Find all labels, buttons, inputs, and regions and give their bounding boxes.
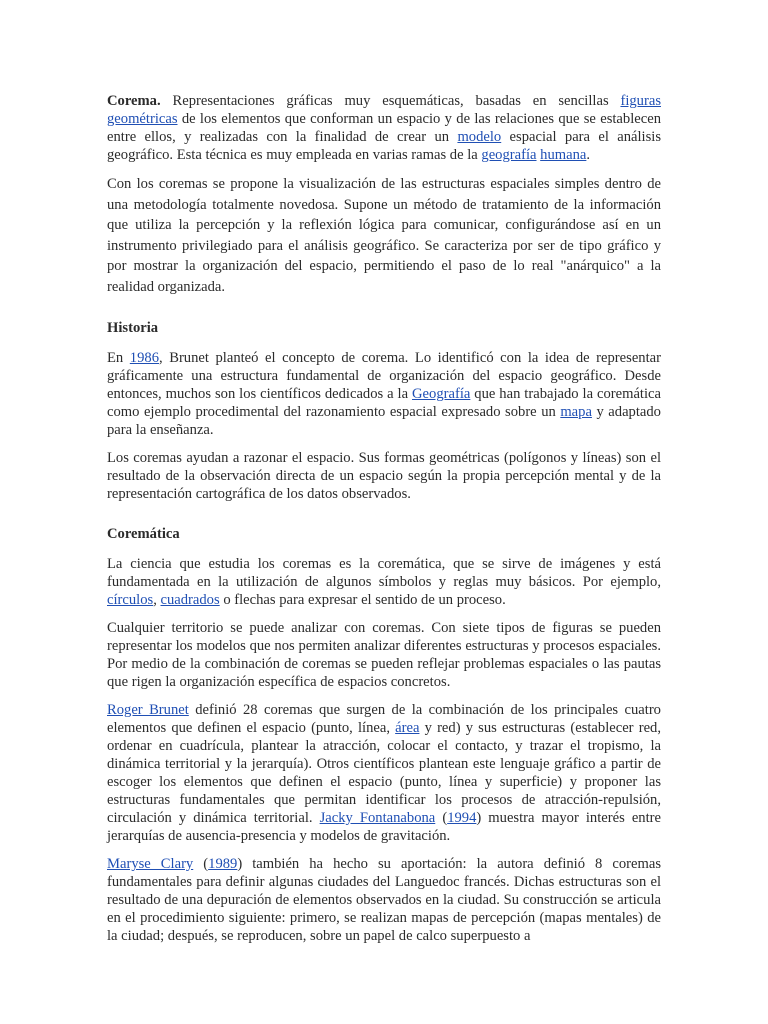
- text-run: (: [193, 856, 209, 872]
- term-corema: Corema.: [107, 93, 161, 109]
- text-run: , Brunet planteó el concepto de corema. Lo identificó con la idea de representar gráficamente una estructura fundamental de organización del espacio geográfico. Desde entonces, muchos son los científicos dedicados a la: [107, 350, 661, 402]
- link-geografia-historia[interactable]: Geografía: [412, 386, 471, 402]
- text-run: ,: [153, 592, 161, 608]
- text-run: En: [107, 350, 130, 366]
- link-1986[interactable]: 1986: [129, 350, 159, 366]
- paragraph-historia: [107, 349, 661, 439]
- text-run: definió 28 coremas que surgen de la combinación de los principales cuatro elementos que definen el espacio (punto, línea,: [107, 702, 661, 736]
- link-geografia[interactable]: geografía: [481, 147, 537, 163]
- paragraph-clary: [107, 855, 661, 945]
- paragraph-razonar: Los coremas ayudan a razonar el espacio. Sus formas geométricas (polígonos y líneas) son el resultado de la observación directa de un espacio según la propia percepción mental y de la representación cartográfica de los datos observados.: [107, 450, 661, 502]
- link-jacky-fontanabona[interactable]: Jacky Fontanabona: [319, 810, 436, 826]
- text-run: .: [586, 147, 591, 163]
- link-roger-brunet[interactable]: Roger Brunet: [107, 702, 189, 718]
- link-1994[interactable]: 1994: [447, 810, 477, 826]
- link-cuadrados[interactable]: cuadrados: [160, 592, 220, 608]
- paragraph-territorio: Cualquier territorio se puede analizar con coremas. Con siete tipos de figuras se pueden representar los modelos que nos permiten analizar diferentes estructuras y procesos espaciales. Por medio de la combinación de coremas se pueden reflejar problemas espaciales o las pautas que rigen la organización específica de espacios concretos.: [107, 620, 661, 690]
- text-run: de los elementos que conforman un espacio y de las relaciones que se establecen entre ellos, y realizadas con la finalidad de crear un: [107, 111, 661, 145]
- heading-corematica: Coremática: [107, 526, 180, 542]
- text-run: que han trabajado la coremática como ejemplo procedimental del razonamiento espacial expresado sobre un: [107, 386, 661, 420]
- text-run: y adaptado para la enseñanza.: [107, 404, 661, 438]
- text-run: espacial para el análisis geográfico. Esta técnica es muy empleada en varias ramas de la: [107, 129, 662, 163]
- text-run: ) también ha hecho su aportación: la autora definió 8 coremas fundamentales para definir algunas ciudades del Languedoc francés. Dichas estructuras son el resultado de una depuración de elementos observados en la ciudad. Su construcción se articula en el procedimiento siguiente: primero, se realizan mapas de percepción (mapas mentales) de la ciudad; después, se reproducen, sobre un papel de calco superpuesto a: [107, 856, 662, 944]
- link-figuras-geometricas[interactable]: figuras geométricas: [107, 93, 661, 127]
- link-maryse-clary[interactable]: Maryse Clary: [107, 856, 194, 872]
- document-body: [107, 92, 661, 955]
- link-humana[interactable]: humana: [540, 147, 587, 163]
- link-mapa[interactable]: mapa: [560, 404, 592, 420]
- link-area[interactable]: área: [395, 720, 420, 736]
- paragraph-brunet: [107, 701, 661, 845]
- paragraph-definition: [107, 92, 661, 164]
- text-run: (: [435, 810, 448, 826]
- heading-historia: Historia: [107, 320, 159, 336]
- paragraph-visualizacion: Con los coremas se propone la visualización de las estructuras espaciales simples dentro de una metodología totalmente novedosa. Supone un método de tratamiento de la información que utiliza la percepción y la reflexión lógica para comunicar, configurándose así en un instrumento privilegiado para el análisis geográfico. Se caracteriza por ser de tipo gráfico y por mostrar la organización del espacio, permitiendo el paso de lo real "anárquico" a la realidad organizada.: [107, 176, 661, 295]
- link-1989[interactable]: 1989: [208, 856, 238, 872]
- text-run: ) muestra mayor interés entre jerarquías de ausencia-presencia y modelos de gravitación.: [107, 810, 661, 844]
- text-run: o flechas para expresar el sentido de un proceso.: [219, 592, 506, 608]
- link-circulos[interactable]: círculos: [107, 592, 154, 608]
- link-modelo[interactable]: modelo: [457, 129, 502, 145]
- paragraph-ciencia: [107, 555, 661, 609]
- text-run: y red) y sus estructuras (establecer red, ordenar en cuadrícula, plantear la atracción, colocar el contacto, y trazar el tropismo, la dinámica territorial y la jerarquía). Otros científicos plantean este lenguaje gráfico a partir de escoger los elementos que definen el espacio (punto, línea y superficie) y proponer las estructuras fundamentales que permitan identificar los procesos de atracción-repulsión, circulación y dinámica territorial.: [107, 720, 661, 826]
- text-run: Representaciones gráficas muy esquemáticas, basadas en sencillas: [160, 93, 621, 109]
- text-run: La ciencia que estudia los coremas es la coremática, que se sirve de imágenes y está fundamentada en la utilización de algunos símbolos y reglas muy básicos. Por ejemplo,: [107, 556, 661, 590]
